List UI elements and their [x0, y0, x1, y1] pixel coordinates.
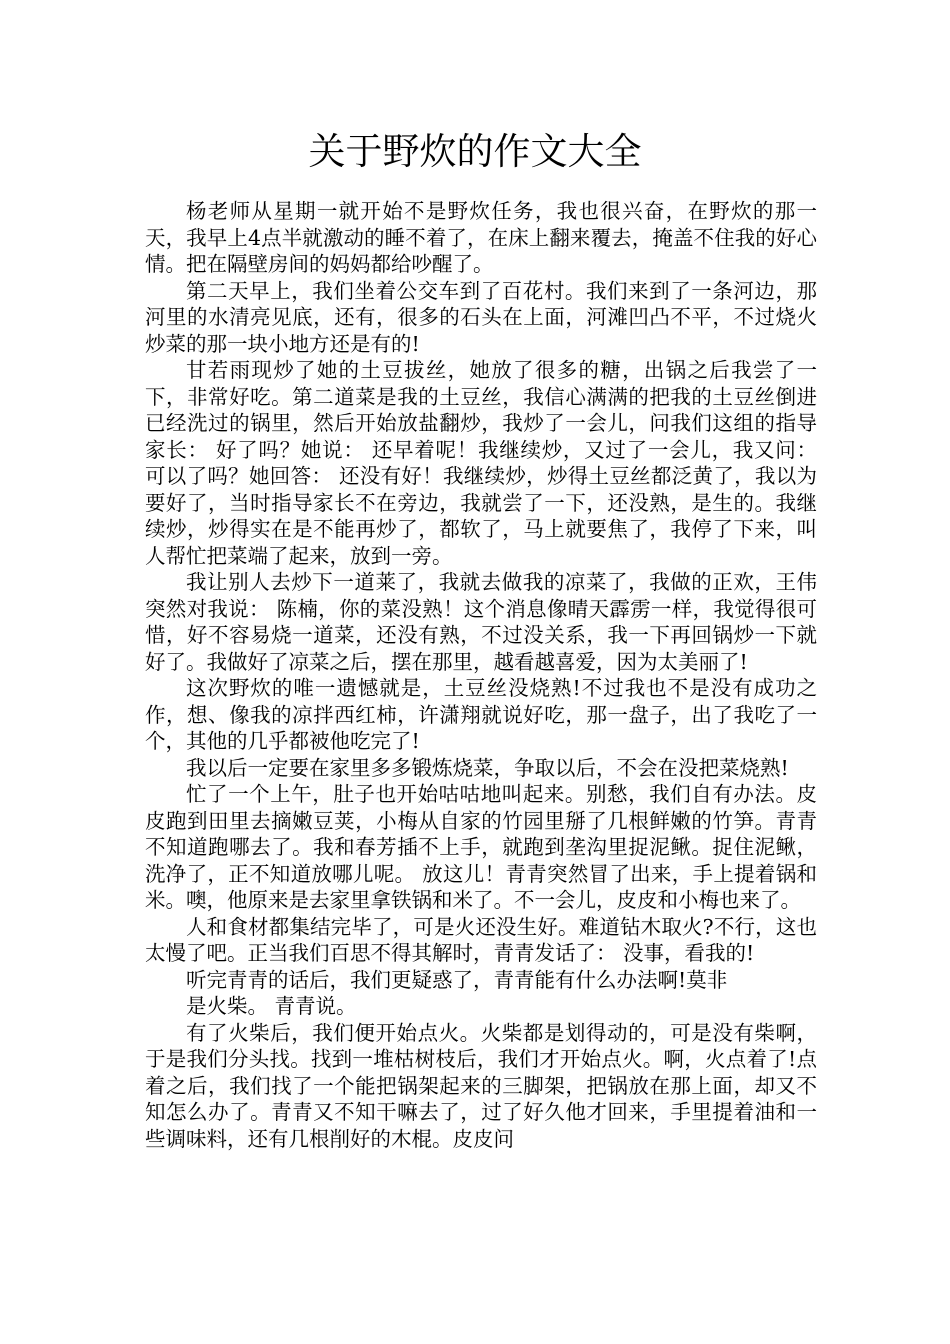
- paragraph: 这次野炊的唯一遗憾就是，土豆丝没烧熟!不过我也不是没有成功之作，想、像我的凉拌西红柿，许潇翔就说好吃，那一盘子，出了我吃了一个，其他的几乎都被他吃完了!: [145, 676, 817, 753]
- document-body: [145, 198, 817, 1152]
- paragraph: 杨老师从星期一就开始不是野炊任务，我也很兴奋，在野炊的那一天，我早上4点半就激动的睡不着了，在床上翻来覆去，掩盖不住我的好心情。把在隔壁房间的妈妈都给吵醒了。: [145, 199, 817, 276]
- paragraph: 第二天早上，我们坐着公交车到了百花村。我们来到了一条河边，那河里的水清亮见底，还有，很多的石头在上面，河滩凹凸不平，不过烧火炒菜的那一块小地方还是有的!: [145, 278, 817, 356]
- paragraph: 我让别人去炒下一道莱了，我就去做我的凉菜了，我做的正欢，王伟突然对我说： 陈楠，你的菜没熟！这个消息像晴天霹雳一样，我觉得很可惜，好不容易烧一道菜，还没有熟，不过没关系，我一下再回锅炒一下就好了。我做好了凉菜之后，摆在那里，越看越喜爱，因为太美丽了!: [145, 570, 817, 674]
- paragraph: 是火柴。 青青说。: [186, 994, 357, 1018]
- paragraph: 我以后一定要在家里多多锻炼烧菜，争取以后，不会在没把菜烧熟!: [186, 755, 789, 780]
- paragraph: 听完青青的话后，我们更疑惑了，青青能有什么办法啊!莫非: [186, 967, 728, 992]
- paragraph: 有了火柴后，我们便开始点火。火柴都是划得动的，可是没有柴啊，于是我们分头找。找到一堆枯树枝后，我们才开始点火。啊，火点着了!点着之后，我们找了一个能把锅架起来的三脚架，把锅放在那上面，却又不知怎么办了。青青又不知干嘛去了，过了好久他才回来，手里提着油和一些调味料，还有几根削好的木棍。皮皮问: [145, 1020, 817, 1151]
- paragraph: 忙了一个上午，肚子也开始咕咕地叫起来。别愁，我们自有办法。皮皮跑到田里去摘嫩豆荚，小梅从自家的竹园里掰了几根鲜嫩的竹笋。青青不知道跑哪去了。我和春芳插不上手，就跑到垄沟里捉泥鳅。捉住泥鳅，洗净了，正不知道放哪儿呢。 放这儿！青青突然冒了出来，手上提着锅和米。噢，他原来是去家里拿铁锅和米了。不一会儿，皮皮和小梅也来了。: [145, 782, 817, 912]
- paragraph: 人和食材都集结完毕了，可是火还没生好。难道钻木取火?不行，这也太慢了吧。正当我们百思不得其解时，青青发话了： 没事，看我的!: [145, 914, 817, 965]
- paragraph: 甘若雨现炒了她的土豆拔丝，她放了很多的糖，出锅之后我尝了一下，非常好吃。第二道菜是我的土豆丝，我信心满满的把我的土豆丝倒进已经洗过的锅里，然后开始放盐翻炒，我炒了一会儿，问我们这组的指导家长： 好了吗？她说： 还早着呢！我继续炒，又过了一会儿，我又问： 可以了吗？她回答： 还没有好！我继续炒，炒得土豆丝都泛黄了，我以为要好了，当时指导家长不在旁边，我就尝了一下，还没熟，是生的。我继续炒，炒得实在是不能再炒了，都软了，马上就要焦了，我停了下来，叫人帮忙把菜端了起来，放到一旁。: [145, 358, 817, 568]
- document-title: 关于野炊的作文大全: [308, 130, 642, 173]
